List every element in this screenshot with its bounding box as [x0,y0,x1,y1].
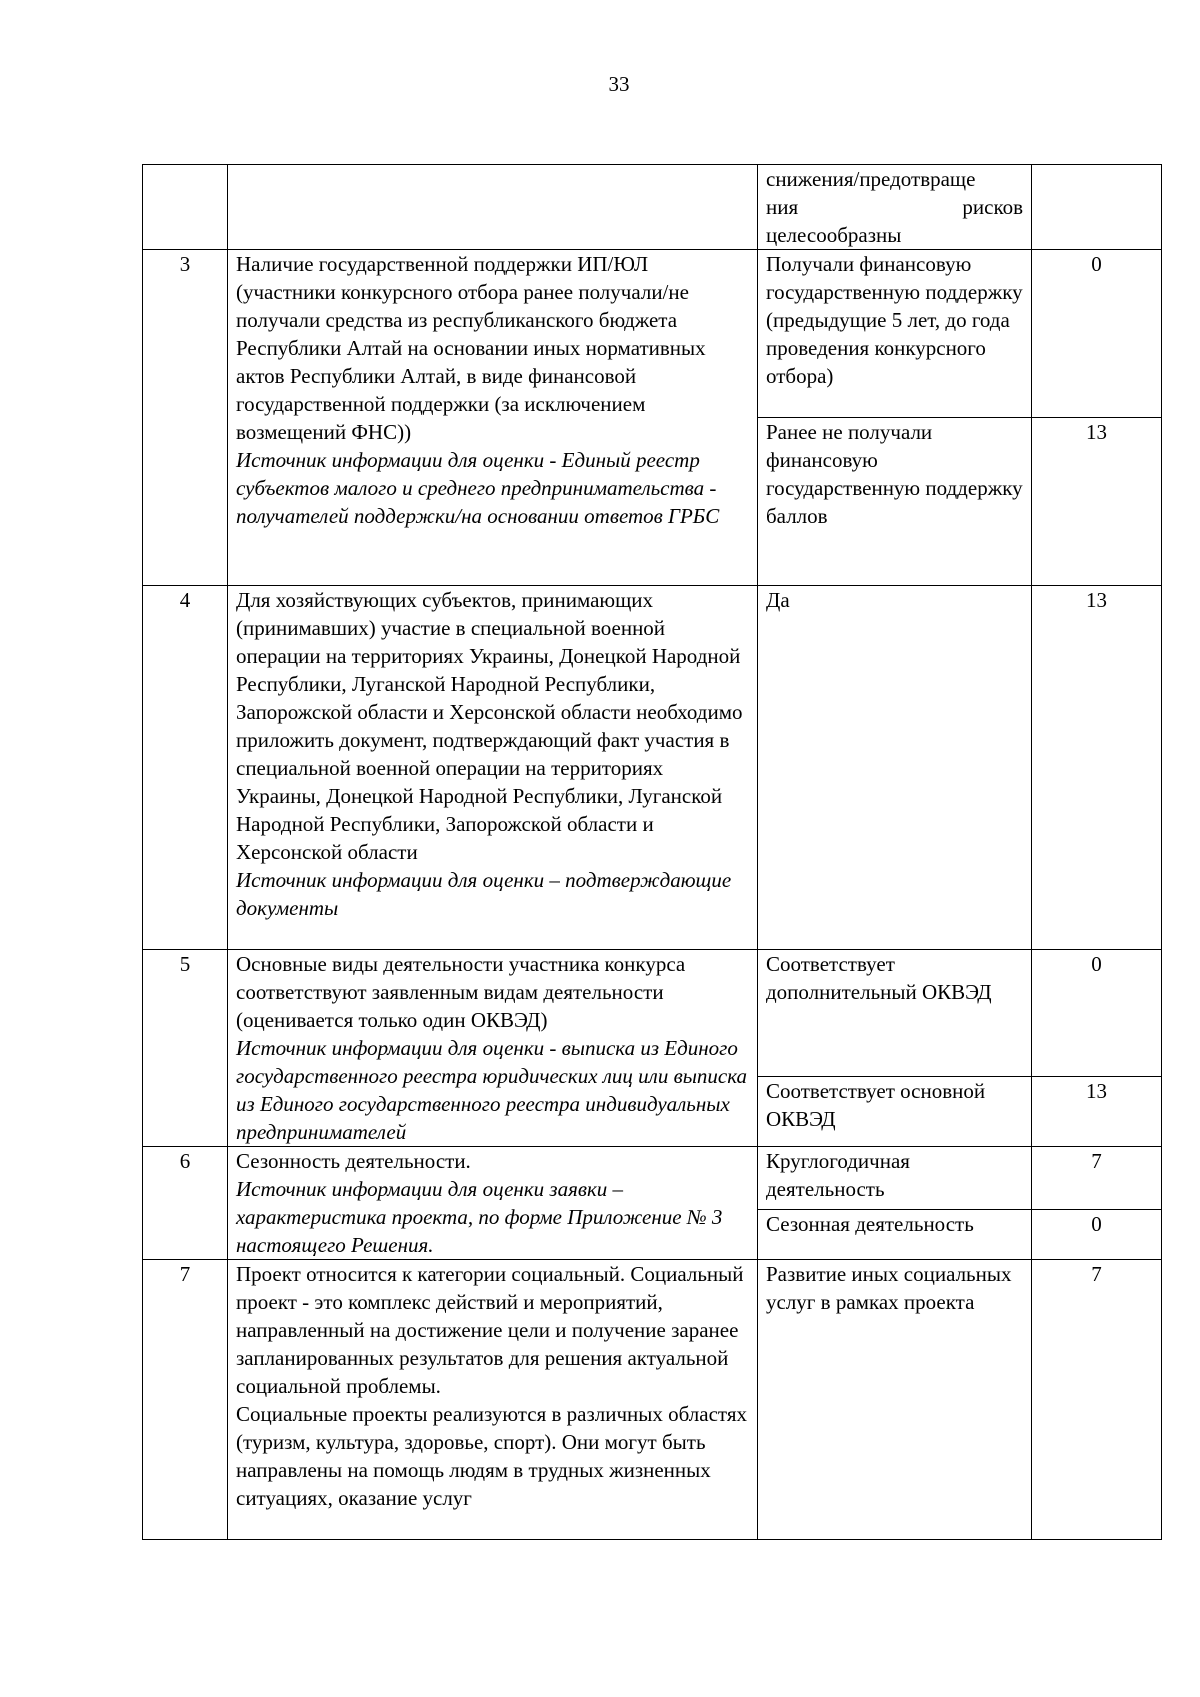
value-cell: Развитие иных социальных услуг в рамках проекта [758,1260,1032,1540]
row-number: 5 [143,950,228,1147]
criterion-cell [228,1147,758,1260]
table-row [143,586,1162,950]
row-number [143,165,228,250]
table-row [143,250,1162,418]
table-row [143,1147,1162,1210]
criterion-cell [228,1260,758,1540]
value-cell: Сезонная деятельность [758,1209,1032,1259]
criterion-source: Источник информации для оценки заявки – характеристика проекта, по форме Приложение № 3 настоящего Решения. [236,1177,723,1257]
criterion-cell [228,250,758,586]
criterion-text: Сезонность деятельности. [236,1149,471,1173]
row-number: 6 [143,1147,228,1260]
criterion-source: Источник информации для оценки - Единый реестр субъектов малого и среднего предпринимательства - получателей поддержки/на основании ответов ГРБС [236,448,720,528]
value-line: целесообразны [766,223,902,247]
criterion-cell [228,586,758,950]
score-cell: 13 [1032,1076,1162,1146]
row-number: 7 [143,1260,228,1540]
criterion-text: Наличие государственной поддержки ИП/ЮЛ (участники конкурсного отбора ранее получали/не получали средства из республиканского бюджета Республики Алтай на основании иных нормативных актов Республики Алтай, в виде финансовой государственной поддержки (за исключением возмещений ФНС)) [236,252,706,444]
score-cell: 7 [1032,1260,1162,1540]
value-cell [758,165,1032,250]
table-row [143,165,1162,250]
score-cell [1032,165,1162,250]
score-cell: 0 [1032,1209,1162,1259]
value-line: ния рисков [766,195,1023,219]
criterion-text: Основные виды деятельности участника конкурса соответствуют заявленным видам деятельности (оценивается только один ОКВЭД) [236,952,686,1032]
value-line: снижения/предотвраще [766,167,976,191]
value-cell: Да [758,586,1032,950]
criterion-text: Для хозяйствующих субъектов, принимающих (принимавших) участие в специальной военной операции на территориях Украины, Донецкой Народной Республики, Луганской Народной Республики, Запорожской области и Херсонской области необходимо приложить документ, подтверждающий факт участия в специальной военной операции на территориях Украины, Донецкой Народной Республики, Луганской Народной Республики, Запорожской области и Херсонской области [236,588,743,864]
criterion-source: Источник информации для оценки – подтверждающие документы [236,868,732,920]
criterion-text: Проект относится к категории социальный. Социальный проект - это комплекс действий и мероприятий, направленный на достижение цели и получение заранее запланированных результатов для решения актуальной социальной проблемы. [236,1262,744,1398]
value-cell: Круглогодичная деятельность [758,1147,1032,1210]
value-cell: Получали финансовую государственную поддержку (предыдущие 5 лет, до года проведения конкурсного отбора) [758,250,1032,418]
score-cell: 13 [1032,418,1162,586]
criterion-cell [228,950,758,1147]
score-cell: 0 [1032,950,1162,1077]
value-cell: Соответствует основной ОКВЭД [758,1076,1032,1146]
criterion-text: Социальные проекты реализуются в различных областях (туризм, культура, здоровье, спорт). Они могут быть направлены на помощь людям в трудных жизненных ситуациях, оказание услуг [236,1402,747,1510]
criterion-cell [228,165,758,250]
score-cell: 0 [1032,250,1162,418]
criteria-table [142,164,1162,1540]
criterion-source: Источник информации для оценки - выписка из Единого государственного реестра юридических лиц или выписка из Единого государственного реестра индивидуальных предпринимателей [236,1036,748,1144]
value-cell: Ранее не получали финансовую государственную поддержку баллов [758,418,1032,586]
score-cell: 13 [1032,586,1162,950]
score-cell: 7 [1032,1147,1162,1210]
table-row [143,1260,1162,1540]
row-number: 3 [143,250,228,586]
page-number: 33 [608,72,630,96]
table-row [143,950,1162,1077]
row-number: 4 [143,586,228,950]
value-cell: Соответствует дополнительный ОКВЭД [758,950,1032,1077]
